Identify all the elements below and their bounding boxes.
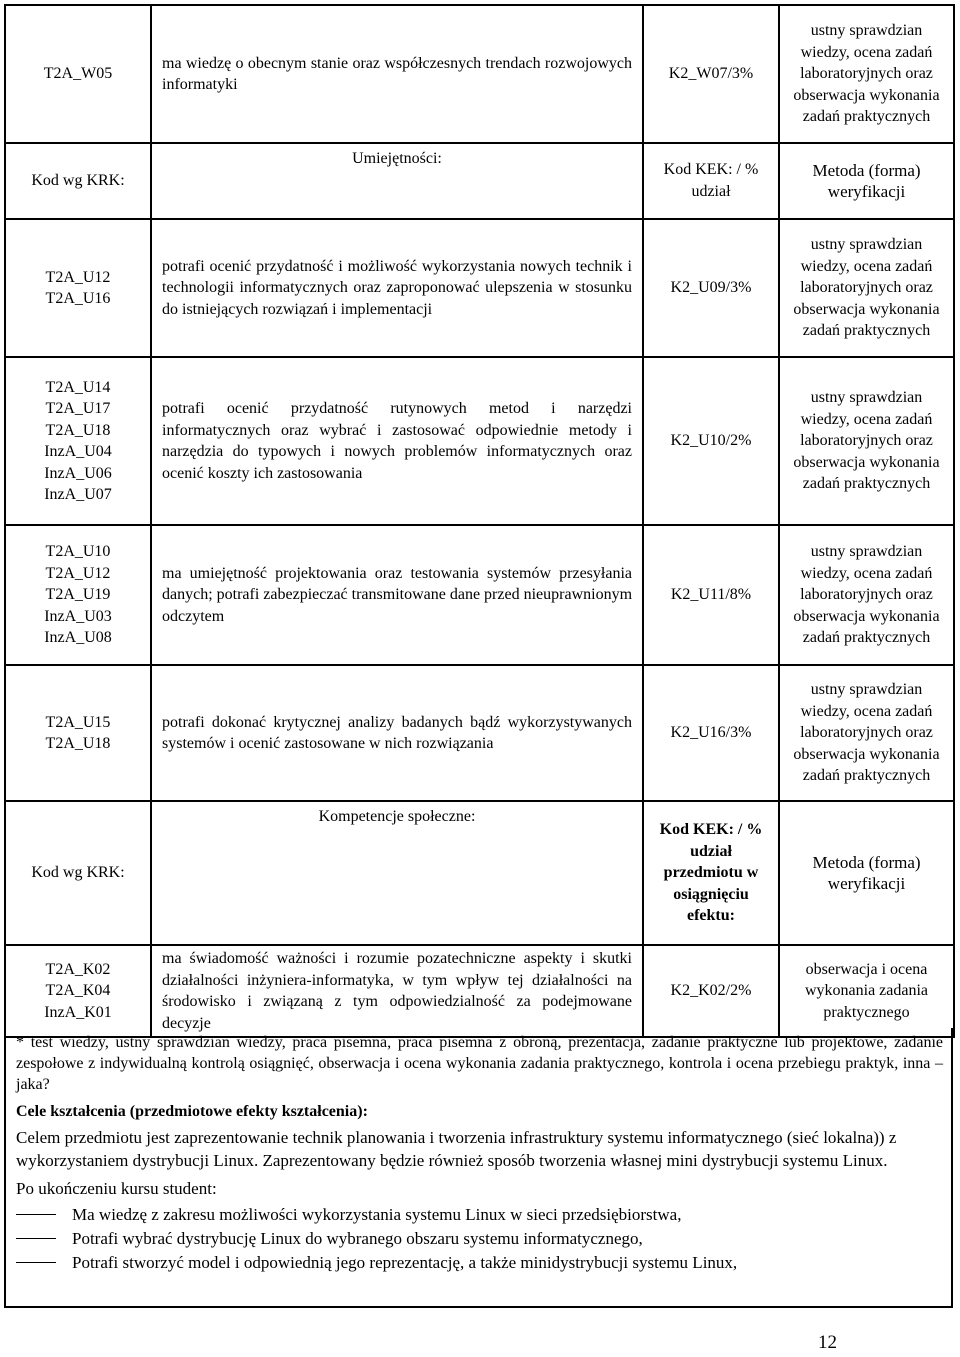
kek-code: K2_U10/2%	[643, 357, 779, 525]
outcome-description: ma świadomość ważności i rozumie pozatechniczne aspekty i skutki działalności inżyniera-informatyka, w tym wpływ tej działalności na środowisko i związaną z tym odpowiedzialność za podejmowane decyzje	[151, 945, 643, 1037]
method-header: Metoda (forma) weryfikacji	[779, 143, 954, 219]
verification-method: ustny sprawdzian wiedzy, ocena zadań laboratoryjnych oraz obserwacja wykonania zadań praktycznych	[779, 525, 954, 665]
krk-header: Kod wg KRK:	[5, 143, 151, 219]
krk-code-cell: T2A_K02 T2A_K04 InzA_K01	[5, 945, 151, 1037]
krk-header: Kod wg KRK:	[5, 801, 151, 945]
after-course-label: Po ukończeniu kursu student:	[16, 1179, 217, 1198]
outcome-description: ma umiejętność projektowania oraz testowania systemów przesyłania danych; potrafi zabezpieczać transmitowane dane przed nieuprawnionym odczytem	[151, 525, 643, 665]
dash-bullet-icon	[16, 1214, 56, 1215]
table-row-skill	[5, 357, 954, 525]
goals-title: Cele kształcenia (przedmiotowe efekty kształcenia):	[16, 1103, 368, 1120]
outcome-description: potrafi dokonać krytycznej analizy badanych bądź wykorzystywanych systemów i ocenić zastosowane w nich rozwiązania	[151, 665, 643, 801]
verification-method: ustny sprawdzian wiedzy, ocena zadań laboratoryjnych oraz obserwacja wykonania zadań praktycznych	[779, 665, 954, 801]
kek-header: Kod KEK: / % udział przedmiotu w osiągnięciu efektu:	[643, 801, 779, 945]
list-item: Potrafi wybrać dystrybucję Linux do wybranego obszaru systemu informatycznego,	[16, 1227, 943, 1251]
kek-code: K2_U16/3%	[643, 665, 779, 801]
section-title-skills: Umiejętności:	[151, 143, 643, 219]
table-row-skill	[5, 525, 954, 665]
table-row-social	[5, 945, 954, 1037]
table-row-skill	[5, 219, 954, 357]
section-title-social: Kompetencje społeczne:	[151, 801, 643, 945]
verification-method: ustny sprawdzian wiedzy, ocena zadań laboratoryjnych oraz obserwacja wykonania zadań praktycznych	[779, 5, 954, 143]
outcomes-list	[16, 1203, 943, 1275]
learning-outcomes-table	[4, 4, 955, 1038]
dash-bullet-icon	[16, 1238, 56, 1239]
outcome-description: potrafi ocenić przydatność i możliwość wykorzystania nowych technik i technologii informatycznych oraz zaproponować ulepszenia w stosunku do istniejących rozwiązań i implementacji	[151, 219, 643, 357]
kek-code: K2_U09/3%	[643, 219, 779, 357]
table-row-knowledge	[5, 5, 954, 143]
krk-code-cell: T2A_U12 T2A_U16	[5, 219, 151, 357]
kek-code: K2_U11/8%	[643, 525, 779, 665]
dash-bullet-icon	[16, 1262, 56, 1263]
list-item: Potrafi stworzyć model i odpowiednią jego reprezentację, a także minidystrybucji systemu Linux,	[16, 1251, 943, 1275]
kek-code: K2_W07/3%	[643, 5, 779, 143]
list-item: Ma wiedzę z zakresu możliwości wykorzystania systemu Linux w sieci przedsiębiorstwa,	[16, 1203, 943, 1227]
krk-code-cell: T2A_U14 T2A_U17 T2A_U18 InzA_U04 InzA_U06 InzA_U07	[5, 357, 151, 525]
table-row-skill	[5, 665, 954, 801]
course-goals-section	[4, 1028, 953, 1308]
krk-code-cell: T2A_W05	[5, 5, 151, 143]
outcome-description: ma wiedzę o obecnym stanie oraz współczesnych trendach rozwojowych informatyki	[151, 5, 643, 143]
verification-method: ustny sprawdzian wiedzy, ocena zadań laboratoryjnych oraz obserwacja wykonania zadań praktycznych	[779, 219, 954, 357]
verification-method: obserwacja i ocena wykonania zadania praktycznego	[779, 945, 954, 1037]
social-header-row	[5, 801, 954, 945]
verification-method: ustny sprawdzian wiedzy, ocena zadań laboratoryjnych oraz obserwacja wykonania zadań praktycznych	[779, 357, 954, 525]
krk-code-cell: T2A_U10 T2A_U12 T2A_U19 InzA_U03 InzA_U08	[5, 525, 151, 665]
method-header: Metoda (forma) weryfikacji	[779, 801, 954, 945]
goals-text: Celem przedmiotu jest zaprezentowanie technik planowania i tworzenia infrastruktury systemu informatycznego (sieć lokalna)) z wykorzystaniem dystrybucji Linux. Zaprezentowany będzie również sposób tworzenia własnej mini dystrybucji systemu Linux.	[16, 1128, 897, 1170]
footnote: * test wiedzy, ustny sprawdzian wiedzy, praca pisemna, praca pisemna z obroną, prezentacja, zadanie praktyczne lub projektowe, zadanie zespołowe z indywidualną kontrolą osiągnięć, obserwacja i ocena wykonania zadania praktycznego, kontrola i ocena przebiegu praktyk, inna – jaka?	[16, 1034, 943, 1093]
page-number: 12	[818, 1332, 837, 1353]
kek-code: K2_K02/2%	[643, 945, 779, 1037]
kek-header: Kod KEK: / % udział	[643, 143, 779, 219]
skills-header-row	[5, 143, 954, 219]
outcome-description: potrafi ocenić przydatność rutynowych metod i narzędzi informatycznych oraz wybrać i zastosować odpowiednie metody i narzędzia do typowych i nowych problemów informatycznych oraz ocenić koszty ich zastosowania	[151, 357, 643, 525]
krk-code-cell: T2A_U15 T2A_U18	[5, 665, 151, 801]
